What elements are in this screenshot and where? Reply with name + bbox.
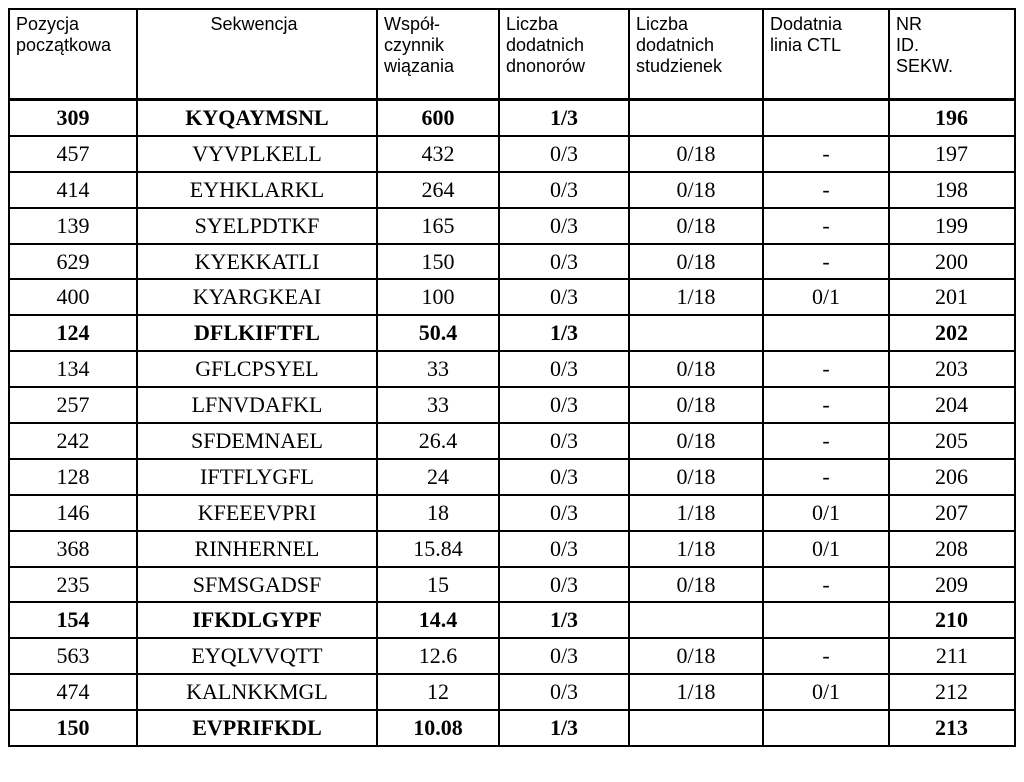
seq-id-cell: 207 (889, 495, 1015, 531)
positive-ctl-line-cell (763, 315, 889, 351)
binding-coefficient-cell: 12 (377, 674, 499, 710)
table-header (9, 9, 1015, 100)
sequence-cell: GFLCPSYEL (137, 351, 377, 387)
seq-id-cell: 201 (889, 279, 1015, 315)
positive-wells-cell: 0/18 (629, 136, 763, 172)
binding-coefficient-cell: 33 (377, 351, 499, 387)
positive-ctl-line-cell: - (763, 387, 889, 423)
sequence-cell: KYARGKEAI (137, 279, 377, 315)
table-row (9, 495, 1015, 531)
start-position-cell: 134 (9, 351, 137, 387)
positive-wells-cell: 0/18 (629, 423, 763, 459)
start-position-cell: 242 (9, 423, 137, 459)
positive-donors-cell: 0/3 (499, 531, 629, 567)
seq-id-cell: 196 (889, 100, 1015, 136)
sequence-cell: VYVPLKELL (137, 136, 377, 172)
positive-donors-cell: 0/3 (499, 208, 629, 244)
start-position-cell: 154 (9, 602, 137, 638)
positive-donors-cell: 1/3 (499, 602, 629, 638)
table-row (9, 638, 1015, 674)
sequence-cell: EYHKLARKL (137, 172, 377, 208)
start-position-cell: 368 (9, 531, 137, 567)
start-position-cell: 474 (9, 674, 137, 710)
positive-wells-cell (629, 100, 763, 136)
start-position-cell: 128 (9, 459, 137, 495)
sequence-cell: EVPRIFKDL (137, 710, 377, 746)
table-row (9, 100, 1015, 136)
seq-id-cell: 209 (889, 567, 1015, 603)
table-row (9, 208, 1015, 244)
positive-donors-cell: 0/3 (499, 567, 629, 603)
positive-donors-cell: 0/3 (499, 459, 629, 495)
positive-ctl-line-cell (763, 100, 889, 136)
binding-coefficient-cell: 12.6 (377, 638, 499, 674)
positive-ctl-line-cell: 0/1 (763, 531, 889, 567)
binding-coefficient-cell: 165 (377, 208, 499, 244)
sequence-cell: SFDEMNAEL (137, 423, 377, 459)
seq-id-cell: 212 (889, 674, 1015, 710)
start-position-cell: 414 (9, 172, 137, 208)
positive-ctl-line-cell: - (763, 244, 889, 280)
header-sequence: Sekwencja (137, 9, 377, 100)
positive-donors-cell: 0/3 (499, 638, 629, 674)
table-row (9, 351, 1015, 387)
seq-id-cell: 213 (889, 710, 1015, 746)
positive-donors-cell: 0/3 (499, 136, 629, 172)
seq-id-cell: 202 (889, 315, 1015, 351)
binding-coefficient-cell: 14.4 (377, 602, 499, 638)
positive-ctl-line-cell (763, 602, 889, 638)
sequence-cell: KALNKKMGL (137, 674, 377, 710)
header-positive-donors: Liczba dodatnich dnonorów (499, 9, 629, 100)
positive-donors-cell: 1/3 (499, 315, 629, 351)
table-row (9, 459, 1015, 495)
positive-donors-cell: 0/3 (499, 495, 629, 531)
positive-ctl-line-cell: - (763, 638, 889, 674)
table-row (9, 136, 1015, 172)
start-position-cell: 400 (9, 279, 137, 315)
positive-ctl-line-cell: 0/1 (763, 674, 889, 710)
positive-donors-cell: 0/3 (499, 387, 629, 423)
positive-ctl-line-cell: - (763, 172, 889, 208)
header-binding-coefficient: Współ- czynnik wiązania (377, 9, 499, 100)
positive-ctl-line-cell: - (763, 136, 889, 172)
positive-wells-cell: 0/18 (629, 351, 763, 387)
seq-id-cell: 206 (889, 459, 1015, 495)
binding-coefficient-cell: 100 (377, 279, 499, 315)
header-positive-wells: Liczba dodatnich studzienek (629, 9, 763, 100)
seq-id-cell: 197 (889, 136, 1015, 172)
table-body (9, 100, 1015, 747)
positive-donors-cell: 0/3 (499, 244, 629, 280)
table-row (9, 602, 1015, 638)
sequence-cell: IFTFLYGFL (137, 459, 377, 495)
table-row (9, 423, 1015, 459)
table-row (9, 567, 1015, 603)
positive-donors-cell: 0/3 (499, 423, 629, 459)
header-seq-id-no: NR ID. SEKW. (889, 9, 1015, 100)
start-position-cell: 146 (9, 495, 137, 531)
positive-wells-cell: 0/18 (629, 172, 763, 208)
binding-coefficient-cell: 264 (377, 172, 499, 208)
start-position-cell: 457 (9, 136, 137, 172)
start-position-cell: 563 (9, 638, 137, 674)
sequence-cell: SYELPDTKF (137, 208, 377, 244)
start-position-cell: 150 (9, 710, 137, 746)
table-row (9, 244, 1015, 280)
seq-id-cell: 198 (889, 172, 1015, 208)
positive-wells-cell: 0/18 (629, 244, 763, 280)
seq-id-cell: 210 (889, 602, 1015, 638)
seq-id-cell: 211 (889, 638, 1015, 674)
positive-ctl-line-cell: - (763, 459, 889, 495)
start-position-cell: 235 (9, 567, 137, 603)
seq-id-cell: 203 (889, 351, 1015, 387)
sequence-cell: KFEEEVPRI (137, 495, 377, 531)
start-position-cell: 257 (9, 387, 137, 423)
table-row (9, 172, 1015, 208)
table-row (9, 710, 1015, 746)
positive-wells-cell: 0/18 (629, 459, 763, 495)
binding-coefficient-cell: 50.4 (377, 315, 499, 351)
seq-id-cell: 208 (889, 531, 1015, 567)
table-row (9, 279, 1015, 315)
positive-wells-cell: 1/18 (629, 674, 763, 710)
sequence-cell: LFNVDAFKL (137, 387, 377, 423)
positive-ctl-line-cell: 0/1 (763, 495, 889, 531)
seq-id-cell: 204 (889, 387, 1015, 423)
start-position-cell: 309 (9, 100, 137, 136)
binding-coefficient-cell: 10.08 (377, 710, 499, 746)
positive-donors-cell: 1/3 (499, 100, 629, 136)
positive-wells-cell: 0/18 (629, 638, 763, 674)
table-row (9, 315, 1015, 351)
positive-wells-cell: 0/18 (629, 387, 763, 423)
positive-ctl-line-cell: - (763, 567, 889, 603)
sequence-cell: RINHERNEL (137, 531, 377, 567)
positive-donors-cell: 0/3 (499, 351, 629, 387)
binding-coefficient-cell: 26.4 (377, 423, 499, 459)
positive-donors-cell: 0/3 (499, 172, 629, 208)
sequence-cell: KYQAYMSNL (137, 100, 377, 136)
binding-coefficient-cell: 432 (377, 136, 499, 172)
positive-ctl-line-cell: - (763, 208, 889, 244)
positive-ctl-line-cell: - (763, 351, 889, 387)
header-row (9, 9, 1015, 100)
positive-wells-cell: 0/18 (629, 567, 763, 603)
sequence-cell: DFLKIFTFL (137, 315, 377, 351)
positive-wells-cell (629, 315, 763, 351)
table-row (9, 674, 1015, 710)
start-position-cell: 139 (9, 208, 137, 244)
table-row (9, 531, 1015, 567)
header-positive-ctl-line: Dodatnia linia CTL (763, 9, 889, 100)
sequence-cell: SFMSGADSF (137, 567, 377, 603)
positive-donors-cell: 0/3 (499, 674, 629, 710)
sequence-cell: KYEKKATLI (137, 244, 377, 280)
binding-coefficient-cell: 600 (377, 100, 499, 136)
sequence-cell: EYQLVVQTT (137, 638, 377, 674)
positive-wells-cell (629, 710, 763, 746)
positive-donors-cell: 1/3 (499, 710, 629, 746)
binding-coefficient-cell: 18 (377, 495, 499, 531)
positive-wells-cell: 1/18 (629, 279, 763, 315)
binding-coefficient-cell: 15 (377, 567, 499, 603)
binding-coefficient-cell: 24 (377, 459, 499, 495)
header-start-position: Pozycja początkowa (9, 9, 137, 100)
positive-wells-cell: 1/18 (629, 495, 763, 531)
positive-ctl-line-cell: 0/1 (763, 279, 889, 315)
binding-coefficient-cell: 33 (377, 387, 499, 423)
seq-id-cell: 200 (889, 244, 1015, 280)
sequence-cell: IFKDLGYPF (137, 602, 377, 638)
positive-wells-cell: 1/18 (629, 531, 763, 567)
positive-wells-cell: 0/18 (629, 208, 763, 244)
seq-id-cell: 205 (889, 423, 1015, 459)
positive-wells-cell (629, 602, 763, 638)
page (8, 8, 1014, 747)
start-position-cell: 629 (9, 244, 137, 280)
positive-ctl-line-cell (763, 710, 889, 746)
positive-ctl-line-cell: - (763, 423, 889, 459)
seq-id-cell: 199 (889, 208, 1015, 244)
binding-coefficient-cell: 15.84 (377, 531, 499, 567)
table-row (9, 387, 1015, 423)
start-position-cell: 124 (9, 315, 137, 351)
positive-donors-cell: 0/3 (499, 279, 629, 315)
binding-coefficient-cell: 150 (377, 244, 499, 280)
peptide-table (8, 8, 1016, 747)
